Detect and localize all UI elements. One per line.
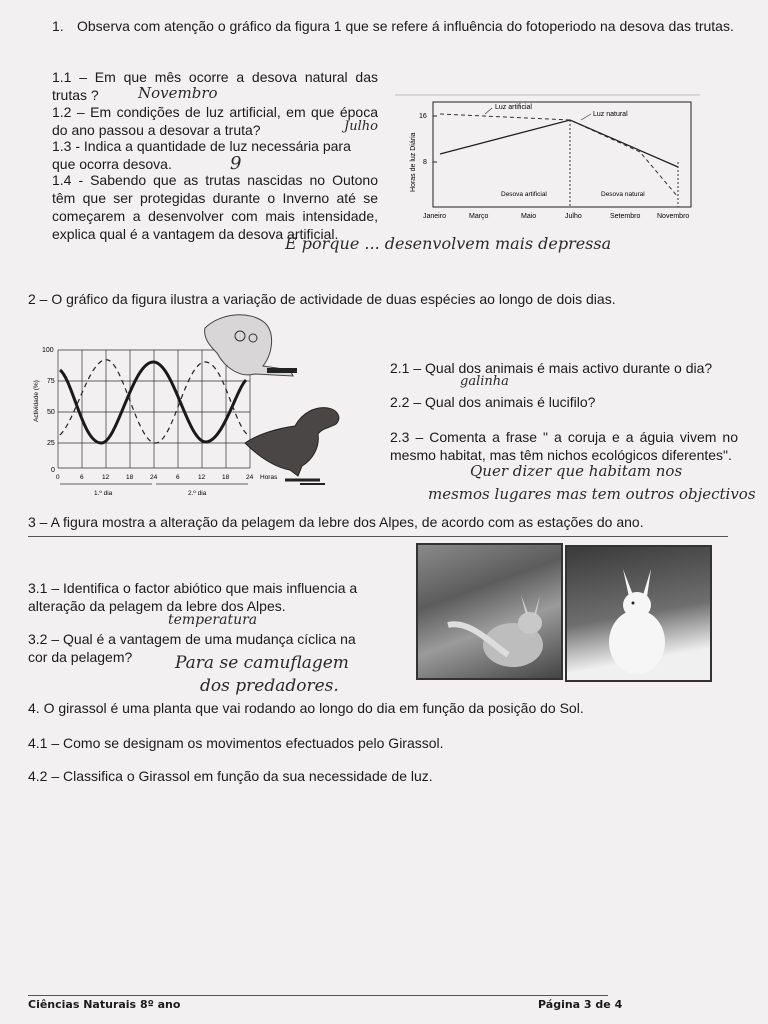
x-unit: Horas	[260, 474, 278, 481]
q1-number: 1.	[52, 18, 64, 34]
q1-3-answer: 9	[230, 153, 242, 174]
y-axis-label: Horas de luz Diária	[410, 132, 417, 192]
q2-3-answer-line-1: Quer dizer que habitam nos	[470, 462, 683, 480]
x-tick: 24	[246, 474, 254, 481]
q4-1: 4.1 – Como se designam os movimentos efectuados pelo Girassol.	[28, 735, 444, 751]
hare-summer-photo	[416, 543, 563, 680]
x-tick: 6	[176, 474, 180, 481]
series-natural-line	[440, 120, 678, 167]
x-tick: 18	[126, 474, 134, 481]
y-tick: 75	[47, 378, 55, 385]
q3-2-answer-line-2: dos predadores.	[200, 676, 339, 696]
q4-2: 4.2 – Classifica o Girassol em função da sua necessidade de luz.	[28, 768, 433, 784]
month-tick: Novembro	[657, 213, 690, 220]
x-tick: 24	[150, 474, 158, 481]
footer-course: Ciências Naturais 8º ano	[28, 998, 181, 1011]
q1-4: 1.4 - Sabendo que as trutas nascidas no Outono têm que ser protegidas durante o Inverno até se começarem a desenvolver com mais intensidade, explica qual é a vantagem da desova artificial.	[52, 172, 378, 242]
q1-4-answer: É porque ... desenvolvem mais depressa	[285, 234, 612, 253]
y-tick: 50	[47, 409, 55, 416]
q2-3-answer-line-2: mesmos lugares mas tem outros objectivos	[428, 485, 756, 503]
footer-rule	[28, 995, 608, 996]
q1-1: 1.1 – Em que mês ocorre a desova natural das trutas ?	[52, 69, 378, 103]
q2-3: 2.3 – Comenta a frase " a coruja e a águia vivem no mesmo habitat, mas têm nichos ecológicos diferentes".	[390, 429, 738, 463]
month-tick: Setembro	[610, 213, 641, 220]
x-tick: 18	[222, 474, 230, 481]
month-tick: Março	[469, 213, 489, 220]
q4-intro: 4. O girassol é uma planta que vai rodando ao longo do dia em função da posição do Sol.	[28, 700, 584, 716]
y-tick-16: 16	[419, 113, 427, 120]
section-divider	[28, 536, 728, 537]
q3-1-answer: temperatura	[168, 612, 258, 628]
q3-1: 3.1 – Identifica o factor abiótico que mais influencia a alteração da pelagem da lebre dos Alpes.	[28, 580, 358, 614]
x-tick: 12	[198, 474, 206, 481]
day-2-label: 2.º dia	[188, 490, 207, 497]
month-tick: Maio	[521, 213, 537, 220]
y-tick: 0	[51, 467, 55, 474]
day-1-label: 1.º dia	[94, 490, 113, 497]
photoperiod-chart	[395, 92, 705, 224]
legend-natural: Luz natural	[593, 111, 628, 118]
month-tick: Janeiro	[423, 213, 446, 220]
q2-intro: 2 – O gráfico da figura ilustra a variação de actividade de duas espécies ao longo de dois dias.	[28, 291, 616, 307]
q1-3: 1.3 - Indica a quantidade de luz necessária para que ocorra desova.	[52, 138, 351, 172]
owl-illustration	[195, 308, 305, 383]
y-tick: 25	[47, 440, 55, 447]
y-tick-8: 8	[423, 159, 427, 166]
x-tick: 6	[80, 474, 84, 481]
legend-artificial: Luz artificial	[495, 104, 532, 111]
eagle-illustration	[240, 398, 350, 488]
q2-1: 2.1 – Qual dos animais é mais activo durante o dia?	[390, 360, 713, 376]
label-desova-artificial: Desova artificial	[501, 191, 547, 198]
q1-1-answer: Novembro	[138, 84, 218, 102]
q3-intro: 3 – A figura mostra a alteração da pelagem da lebre dos Alpes, de acordo com as estações do ano.	[28, 514, 644, 530]
q3-2: 3.2 – Qual é a vantagem de uma mudança cíclica na cor da pelagem?	[28, 631, 356, 665]
y-axis-label: Actividade (%)	[33, 380, 40, 422]
footer-page-number: Página 3 de 4	[538, 998, 623, 1011]
q2-2: 2.2 – Qual dos animais é lucifilo?	[390, 394, 596, 410]
x-tick: 0	[56, 474, 60, 481]
x-tick: 12	[102, 474, 110, 481]
q1-2-answer: Julho	[344, 119, 378, 134]
q1-2: 1.2 – Em condições de luz artificial, em que época do ano passou a desovar a truta?	[52, 104, 378, 138]
hare-winter-photo	[565, 545, 712, 682]
q1-intro: Observa com atenção o gráfico da figura 1 que se refere á influência do fotoperiodo na desova das trutas.	[77, 18, 734, 34]
month-tick: Julho	[565, 213, 582, 220]
q3-2-answer-line-1: Para se camuflagem	[175, 653, 349, 673]
series-artificial-line	[440, 114, 678, 197]
y-tick: 100	[42, 347, 54, 354]
label-desova-natural: Desova natural	[601, 191, 645, 198]
q2-1-answer: galinha	[460, 374, 509, 389]
